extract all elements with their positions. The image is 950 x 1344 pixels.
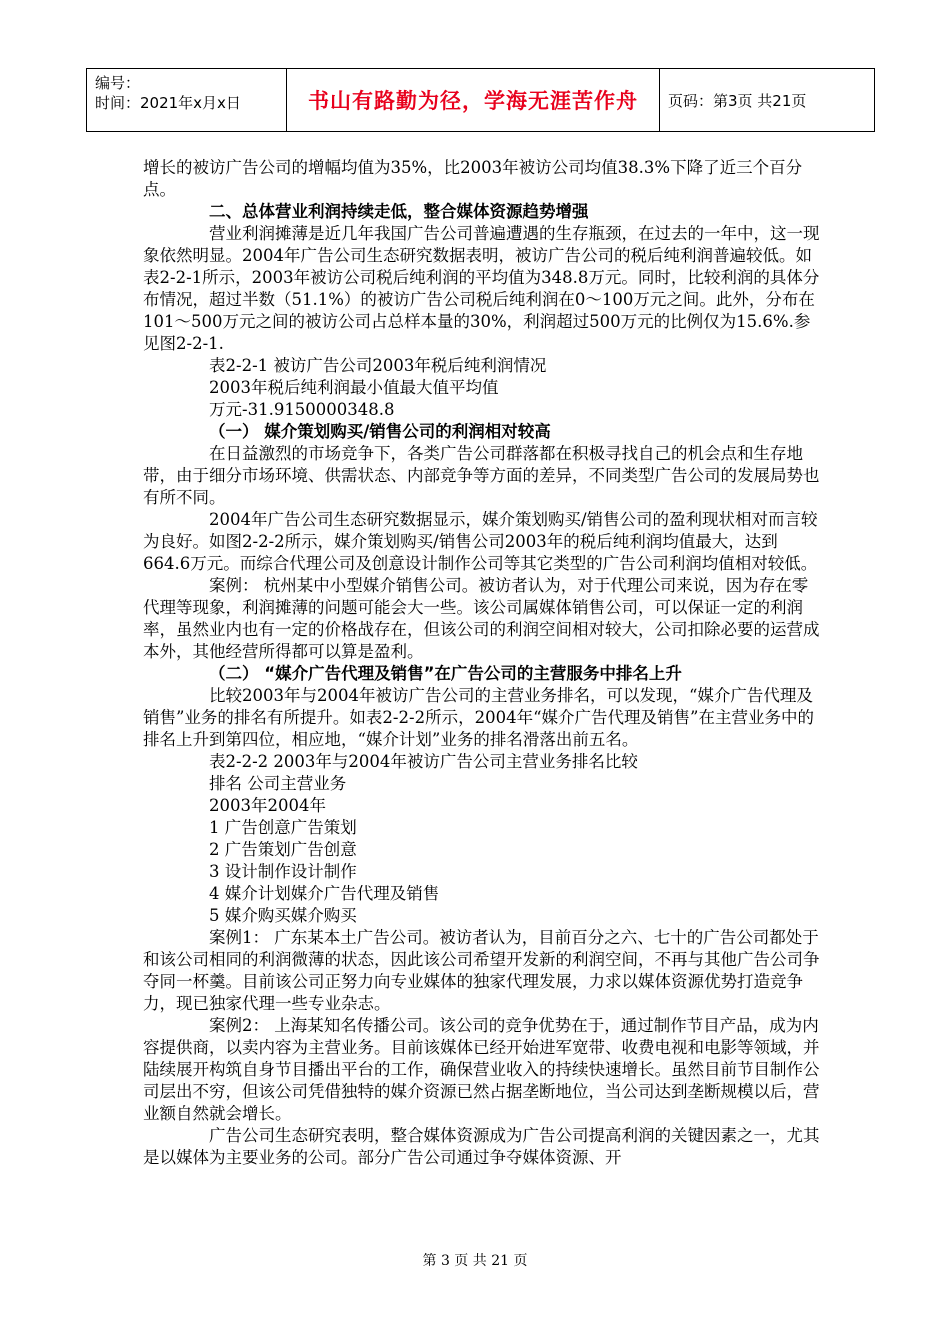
table-caption: 表2-2-2 2003年与2004年被访广告公司主营业务排名比较 [209,752,638,771]
paragraph: 案例： 杭州某中小型媒介销售公司。被访者认为，对于代理公司来说，因为存在零代理等现象，利润摊薄的问题可能会大一些。该公司属媒体销售公司，可以保证一定的利润率，虽然业内也有一定的价格战存在，但该公司的利润空间相对较大，公司扣除必要的运营成本外，其他经营所得都可以算是盈利。 [143,576,820,661]
table-caption: 表2-2-1 被访广告公司2003年税后纯利润情况 [209,356,547,375]
table-row: 万元-31.9150000348.8 [209,400,395,419]
subsection-heading: （二） “媒介广告代理及销售”在广告公司的主营服务中排名上升 [209,664,682,683]
table-row: 2003年税后纯利润最小值最大值平均值 [209,378,499,397]
paragraph: 在日益激烈的市场竞争下，各类广告公司群落都在积极寻找自己的机会点和生存地带，由于细分市场环境、供需状态、内部竞争等方面的差异，不同类型广告公司的发展局势也有所不同。 [143,444,820,507]
header-motto-cell [287,69,660,131]
paragraph: 比较2003年与2004年被访广告公司的主营业务排名，可以发现，“媒介广告代理及销售”业务的排名有所提升。如表2-2-2所示，2004年“媒介广告代理及销售”在主营业务中的排名上升到第四位，相应地，“媒介计划”业务的排名滑落出前五名。 [143,686,814,749]
code-label: 编号： [95,74,141,92]
table-row: 5 媒介购买媒介购买 [209,906,357,925]
paragraph: 营业利润摊薄是近几年我国广告公司普遍遭遇的生存瓶颈，在过去的一年中，这一现象依然明显。2004年广告公司生态研究数据表明，被访广告公司的税后纯利润普遍较低。如表2-2-1所示，2003年被访公司税后纯利润的平均值为348.8万元。同时，比较利润的具体分布情况，超过半数（51.1%）的被访广告公司税后纯利润在0～100万元之间。此外，分布在101～500万元之间的被访公司占总样本量的30%，利润超过500万元的比例仅为15.6%.参见图2-2-1. [143,224,820,353]
paragraph: 案例2： 上海某知名传播公司。该公司的竞争优势在于，通过制作节目产品，成为内容提供商，以卖内容为主营业务。目前该媒体已经开始进军宽带、收费电视和电影等领域，并陆续展开构筑自身节目播出平台的工作，确保营业收入的持续快速增长。虽然目前节目制作公司层出不穷，但该公司凭借独特的媒介资源已然占据垄断地位，当公司达到垄断规模以后，营业额自然就会增长。 [143,1016,820,1123]
document-body [143,157,823,1169]
time-label: 时间：2021年x月x日 [95,94,241,112]
paragraph: 广告公司生态研究表明，整合媒体资源成为广告公司提高利润的关键因素之一，尤其是以媒体为主要业务的公司。部分广告公司通过争夺媒体资源、开 [143,1126,820,1167]
section-heading: 二、总体营业利润持续走低，整合媒体资源趋势增强 [209,202,589,221]
table-row: 2 广告策划广告创意 [209,840,357,859]
header-motto: 书山有路勤为径，学海无涯苦作舟 [308,89,638,113]
header-page-info: 页码：第3页 共21页 [668,91,807,110]
table-row: 3 设计制作设计制作 [209,862,357,881]
table-header: 排名 公司主营业务 [209,774,347,793]
table-header: 2003年2004年 [209,796,326,815]
paragraph: 案例1： 广东某本土广告公司。被访者认为，目前百分之六、七十的广告公司都处于和该公司相同的利润微薄的状态，因此该公司希望开发新的利润空间，不再与其他广告公司争夺同一杯羹。目前该公司正努力向专业媒体的独家代理发展，力求以媒体资源优势打造竞争力，现已独家代理一些专业杂志。 [143,928,820,1013]
header-meta [87,69,287,131]
page-footer: 第 3 页 共 21 页 [422,1253,528,1269]
subsection-heading: （一） 媒介策划购买/销售公司的利润相对较高 [209,422,551,441]
paragraph: 2004年广告公司生态研究数据显示，媒介策划购买/销售公司的盈利现状相对而言较为良好。如图2-2-2所示，媒介策划购买/销售公司2003年的税后纯利润均值最大，达到664.6万元。而综合代理公司及创意设计制作公司等其它类型的广告公司利润均值相对较低。 [143,510,818,573]
table-row: 1 广告创意广告策划 [209,818,357,837]
paragraph: 增长的被访广告公司的增幅均值为35%，比2003年被访公司均值38.3%下降了近三个百分点。 [143,158,803,199]
table-row: 4 媒介计划媒介广告代理及销售 [209,884,440,903]
page-header [86,68,875,132]
